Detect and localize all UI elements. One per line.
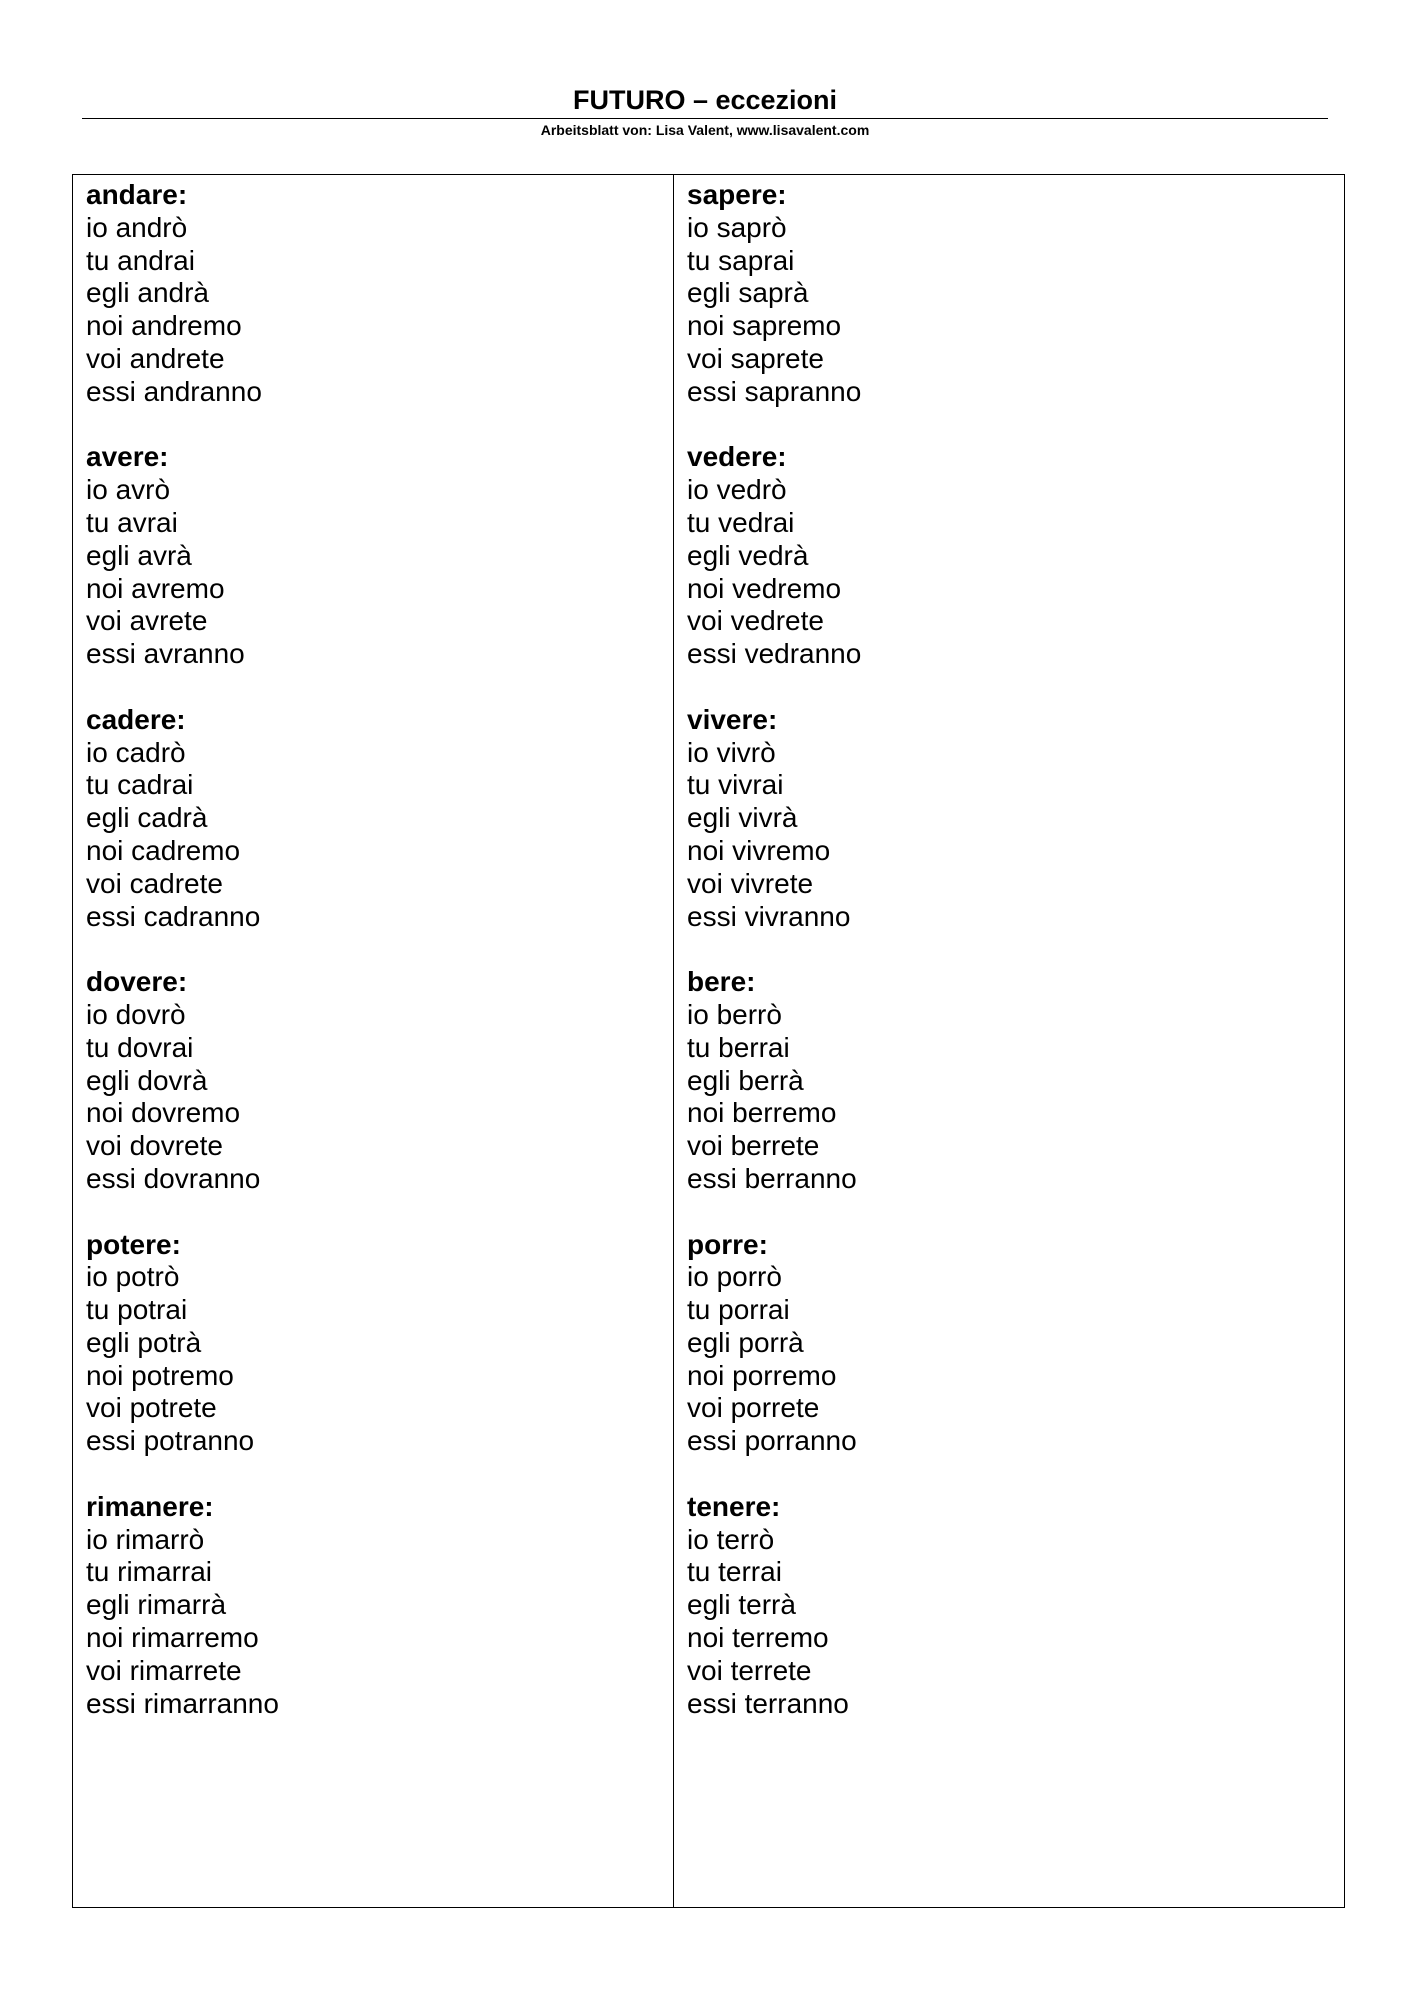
conjugated-form: noi potremo [86, 1359, 234, 1391]
conjugated-form: io berrò [687, 998, 782, 1030]
conjugated-form: io saprò [687, 211, 787, 243]
verb-block [687, 179, 1344, 409]
conjugated-form: io potrò [86, 1261, 180, 1293]
conjugated-form: essi avranno [86, 638, 245, 670]
conjugated-form: voi porrete [687, 1392, 820, 1424]
conjugated-form: voi andrete [86, 342, 225, 374]
conjugated-form: egli terrà [687, 1589, 796, 1621]
conjugated-form: io andrò [86, 211, 188, 243]
conjugated-form: tu terrai [687, 1556, 782, 1588]
conjugated-form: voi terrete [687, 1654, 812, 1686]
verb-infinitive: avere: [86, 441, 169, 473]
conjugation-table [72, 174, 1345, 1908]
conjugated-form: noi terremo [687, 1622, 829, 1654]
conjugated-form: tu cadrai [86, 769, 194, 801]
conjugated-form: voi dovrete [86, 1130, 223, 1162]
conjugated-form: noi vedremo [687, 572, 842, 604]
conjugated-form: essi rimarranno [86, 1687, 279, 1719]
conjugated-form: tu rimarrai [86, 1556, 213, 1588]
verb-infinitive: tenere: [687, 1490, 781, 1522]
conjugation-column-right [674, 175, 1344, 1907]
conjugated-form: voi rimarrete [86, 1654, 242, 1686]
conjugated-form: egli saprà [687, 277, 809, 309]
conjugated-form: tu potrai [86, 1294, 188, 1326]
conjugated-form: tu berrai [687, 1031, 790, 1063]
conjugated-form: essi berranno [687, 1162, 857, 1194]
conjugated-form: egli dovrà [86, 1064, 208, 1096]
conjugated-form: essi porranno [687, 1425, 857, 1457]
conjugated-form: io porrò [687, 1261, 782, 1293]
conjugated-form: io avrò [86, 474, 171, 506]
conjugated-form: essi potranno [86, 1425, 255, 1457]
conjugated-form: voi saprete [687, 342, 824, 374]
conjugated-form: tu vivrai [687, 769, 784, 801]
conjugated-form: noi avremo [86, 572, 225, 604]
conjugated-form: egli avrà [86, 539, 192, 571]
verb-block [687, 441, 1344, 671]
conjugated-form: noi berremo [687, 1097, 837, 1129]
verb-infinitive: porre: [687, 1228, 768, 1260]
page-header [82, 84, 1328, 140]
conjugated-form: voi berrete [687, 1130, 820, 1162]
conjugated-form: essi vedranno [687, 638, 862, 670]
conjugated-form: io terrò [687, 1523, 775, 1555]
conjugated-form: essi sapranno [687, 375, 862, 407]
conjugated-form: essi terranno [687, 1687, 849, 1719]
verb-block [86, 441, 673, 671]
verb-block [86, 1229, 673, 1459]
conjugated-form: noi andremo [86, 310, 242, 342]
conjugated-form: noi sapremo [687, 310, 842, 342]
conjugated-form: voi potrete [86, 1392, 217, 1424]
verb-infinitive: sapere: [687, 179, 787, 210]
conjugated-form: essi vivranno [687, 900, 851, 932]
conjugated-form: tu porrai [687, 1294, 790, 1326]
page-title: FUTURO – eccezioni [572, 85, 838, 115]
conjugated-form: egli potrà [86, 1326, 202, 1358]
verb-infinitive: rimanere: [86, 1490, 214, 1522]
verb-block [687, 1491, 1344, 1721]
conjugated-form: tu avrai [86, 506, 178, 538]
conjugated-form: io vedrò [687, 474, 787, 506]
verb-block [687, 966, 1344, 1196]
conjugated-form: noi porremo [687, 1359, 837, 1391]
conjugated-form: voi avrete [86, 605, 208, 637]
conjugated-form: tu vedrai [687, 506, 795, 538]
conjugated-form: tu andrai [86, 244, 195, 276]
verb-block [687, 704, 1344, 934]
verb-block [86, 704, 673, 934]
verb-block [86, 966, 673, 1196]
verb-infinitive: potere: [86, 1228, 181, 1260]
conjugated-form: tu dovrai [86, 1031, 194, 1063]
conjugated-form: egli porrà [687, 1326, 804, 1358]
verb-block [86, 1491, 673, 1721]
conjugated-form: voi vedrete [687, 605, 824, 637]
conjugated-form: voi vivrete [687, 867, 814, 899]
title-divider [82, 118, 1328, 119]
page-subtitle: Arbeitsblatt von: Lisa Valent, www.lisavalent.com [540, 122, 870, 138]
verb-infinitive: vivere: [687, 703, 778, 735]
conjugated-form: egli cadrà [86, 802, 208, 834]
verb-block [687, 1229, 1344, 1459]
conjugated-form: noi cadremo [86, 834, 241, 866]
conjugated-form: tu saprai [687, 244, 795, 276]
conjugated-form: io dovrò [86, 998, 186, 1030]
conjugated-form: egli andrà [86, 277, 209, 309]
conjugation-column-left [73, 175, 674, 1907]
conjugated-form: noi dovremo [86, 1097, 241, 1129]
conjugated-form: noi vivremo [687, 834, 831, 866]
verb-infinitive: dovere: [86, 966, 188, 998]
verb-block [86, 179, 673, 409]
conjugated-form: egli vivrà [687, 802, 798, 834]
conjugated-form: io cadrò [86, 736, 186, 768]
conjugated-form: essi andranno [86, 375, 262, 407]
verb-infinitive: andare: [86, 179, 188, 210]
verb-infinitive: vedere: [687, 441, 787, 473]
conjugated-form: io vivrò [687, 736, 776, 768]
verb-infinitive: bere: [687, 966, 756, 998]
conjugated-form: essi dovranno [86, 1162, 261, 1194]
verb-infinitive: cadere: [86, 703, 186, 735]
conjugated-form: io rimarrò [86, 1523, 205, 1555]
conjugated-form: essi cadranno [86, 900, 261, 932]
conjugated-form: egli berrà [687, 1064, 804, 1096]
conjugated-form: egli vedrà [687, 539, 809, 571]
conjugated-form: noi rimarremo [86, 1622, 259, 1654]
conjugated-form: voi cadrete [86, 867, 223, 899]
conjugated-form: egli rimarrà [86, 1589, 227, 1621]
